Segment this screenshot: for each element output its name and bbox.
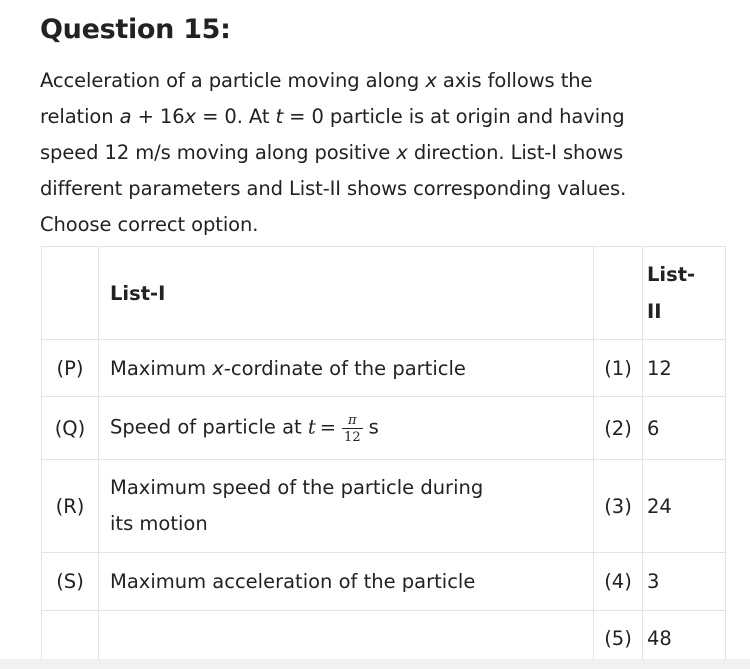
row-value: 6: [643, 397, 726, 460]
statement-line-3: [40, 135, 720, 171]
table-row: [42, 340, 726, 397]
text: Acceleration of a particle moving along: [40, 69, 426, 92]
row-value-number: (5): [594, 611, 643, 666]
statement-line-4: different parameters and List-II shows corresponding values.: [40, 177, 627, 200]
header-list-2-line-2: II: [647, 300, 662, 323]
match-lists-table: [41, 246, 726, 666]
row-value-number: (3): [594, 460, 643, 553]
row-value-number: (4): [594, 553, 643, 611]
text: speed 12 m/s moving along positive: [40, 141, 397, 164]
row-parameter: [99, 611, 594, 666]
variable-t: t: [275, 105, 284, 128]
statement-line-1: [40, 63, 720, 99]
row-value: 24: [643, 460, 726, 553]
text: Maximum: [110, 356, 213, 380]
math-variable-t: t: [307, 415, 316, 439]
text: Speed of particle at: [110, 415, 308, 439]
text: + 16: [131, 105, 185, 128]
question-title: Question 15:: [40, 14, 231, 45]
row-value-number: (1): [594, 340, 643, 397]
question-statement: [40, 63, 720, 243]
header-empty-cell: [594, 247, 643, 340]
variable-a: a: [119, 105, 132, 128]
fraction-numerator: π: [342, 413, 363, 429]
row-parameter: [99, 340, 594, 397]
variable-x: x: [396, 141, 408, 164]
variable-x: x: [425, 69, 437, 92]
variable-x: x: [212, 356, 224, 380]
text: direction. List-I shows: [407, 141, 624, 164]
bottom-divider: [0, 659, 750, 669]
statement-line-5: Choose correct option.: [40, 213, 259, 236]
header-list-2: [643, 247, 726, 340]
header-list-1: List-I: [99, 247, 594, 340]
fraction-denominator: 12: [344, 430, 361, 445]
text: relation: [40, 105, 120, 128]
text: axis follows the: [436, 69, 593, 92]
row-value: 3: [643, 553, 726, 611]
table-row: [42, 397, 726, 460]
row-value-number: (2): [594, 397, 643, 460]
variable-x: x: [184, 105, 196, 128]
table-header-row: [42, 247, 726, 340]
table-row: [42, 611, 726, 666]
row-label: (S): [42, 553, 99, 611]
text: -cordinate of the particle: [223, 356, 466, 380]
text: = 0. At: [195, 105, 276, 128]
row-label: [42, 611, 99, 666]
fraction-pi-over-12: [342, 413, 363, 445]
table-row: [42, 553, 726, 611]
row-parameter-line-1: Maximum speed of the particle during: [110, 476, 484, 499]
row-parameter: Maximum acceleration of the particle: [99, 553, 594, 611]
text: = 0 particle is at origin and having: [283, 105, 625, 128]
table-row: [42, 460, 726, 553]
row-label: (R): [42, 460, 99, 553]
math-equals: =: [319, 415, 337, 439]
row-value: 48: [643, 611, 726, 666]
statement-line-2: [40, 99, 720, 135]
row-label: (P): [42, 340, 99, 397]
row-parameter: [99, 460, 594, 553]
header-empty-cell: [42, 247, 99, 340]
row-parameter: [99, 397, 594, 460]
row-label: (Q): [42, 397, 99, 460]
header-list-2-line-1: List-: [647, 263, 696, 286]
row-value: 12: [643, 340, 726, 397]
row-parameter-line-2: its motion: [110, 512, 208, 535]
unit: s: [368, 415, 379, 439]
